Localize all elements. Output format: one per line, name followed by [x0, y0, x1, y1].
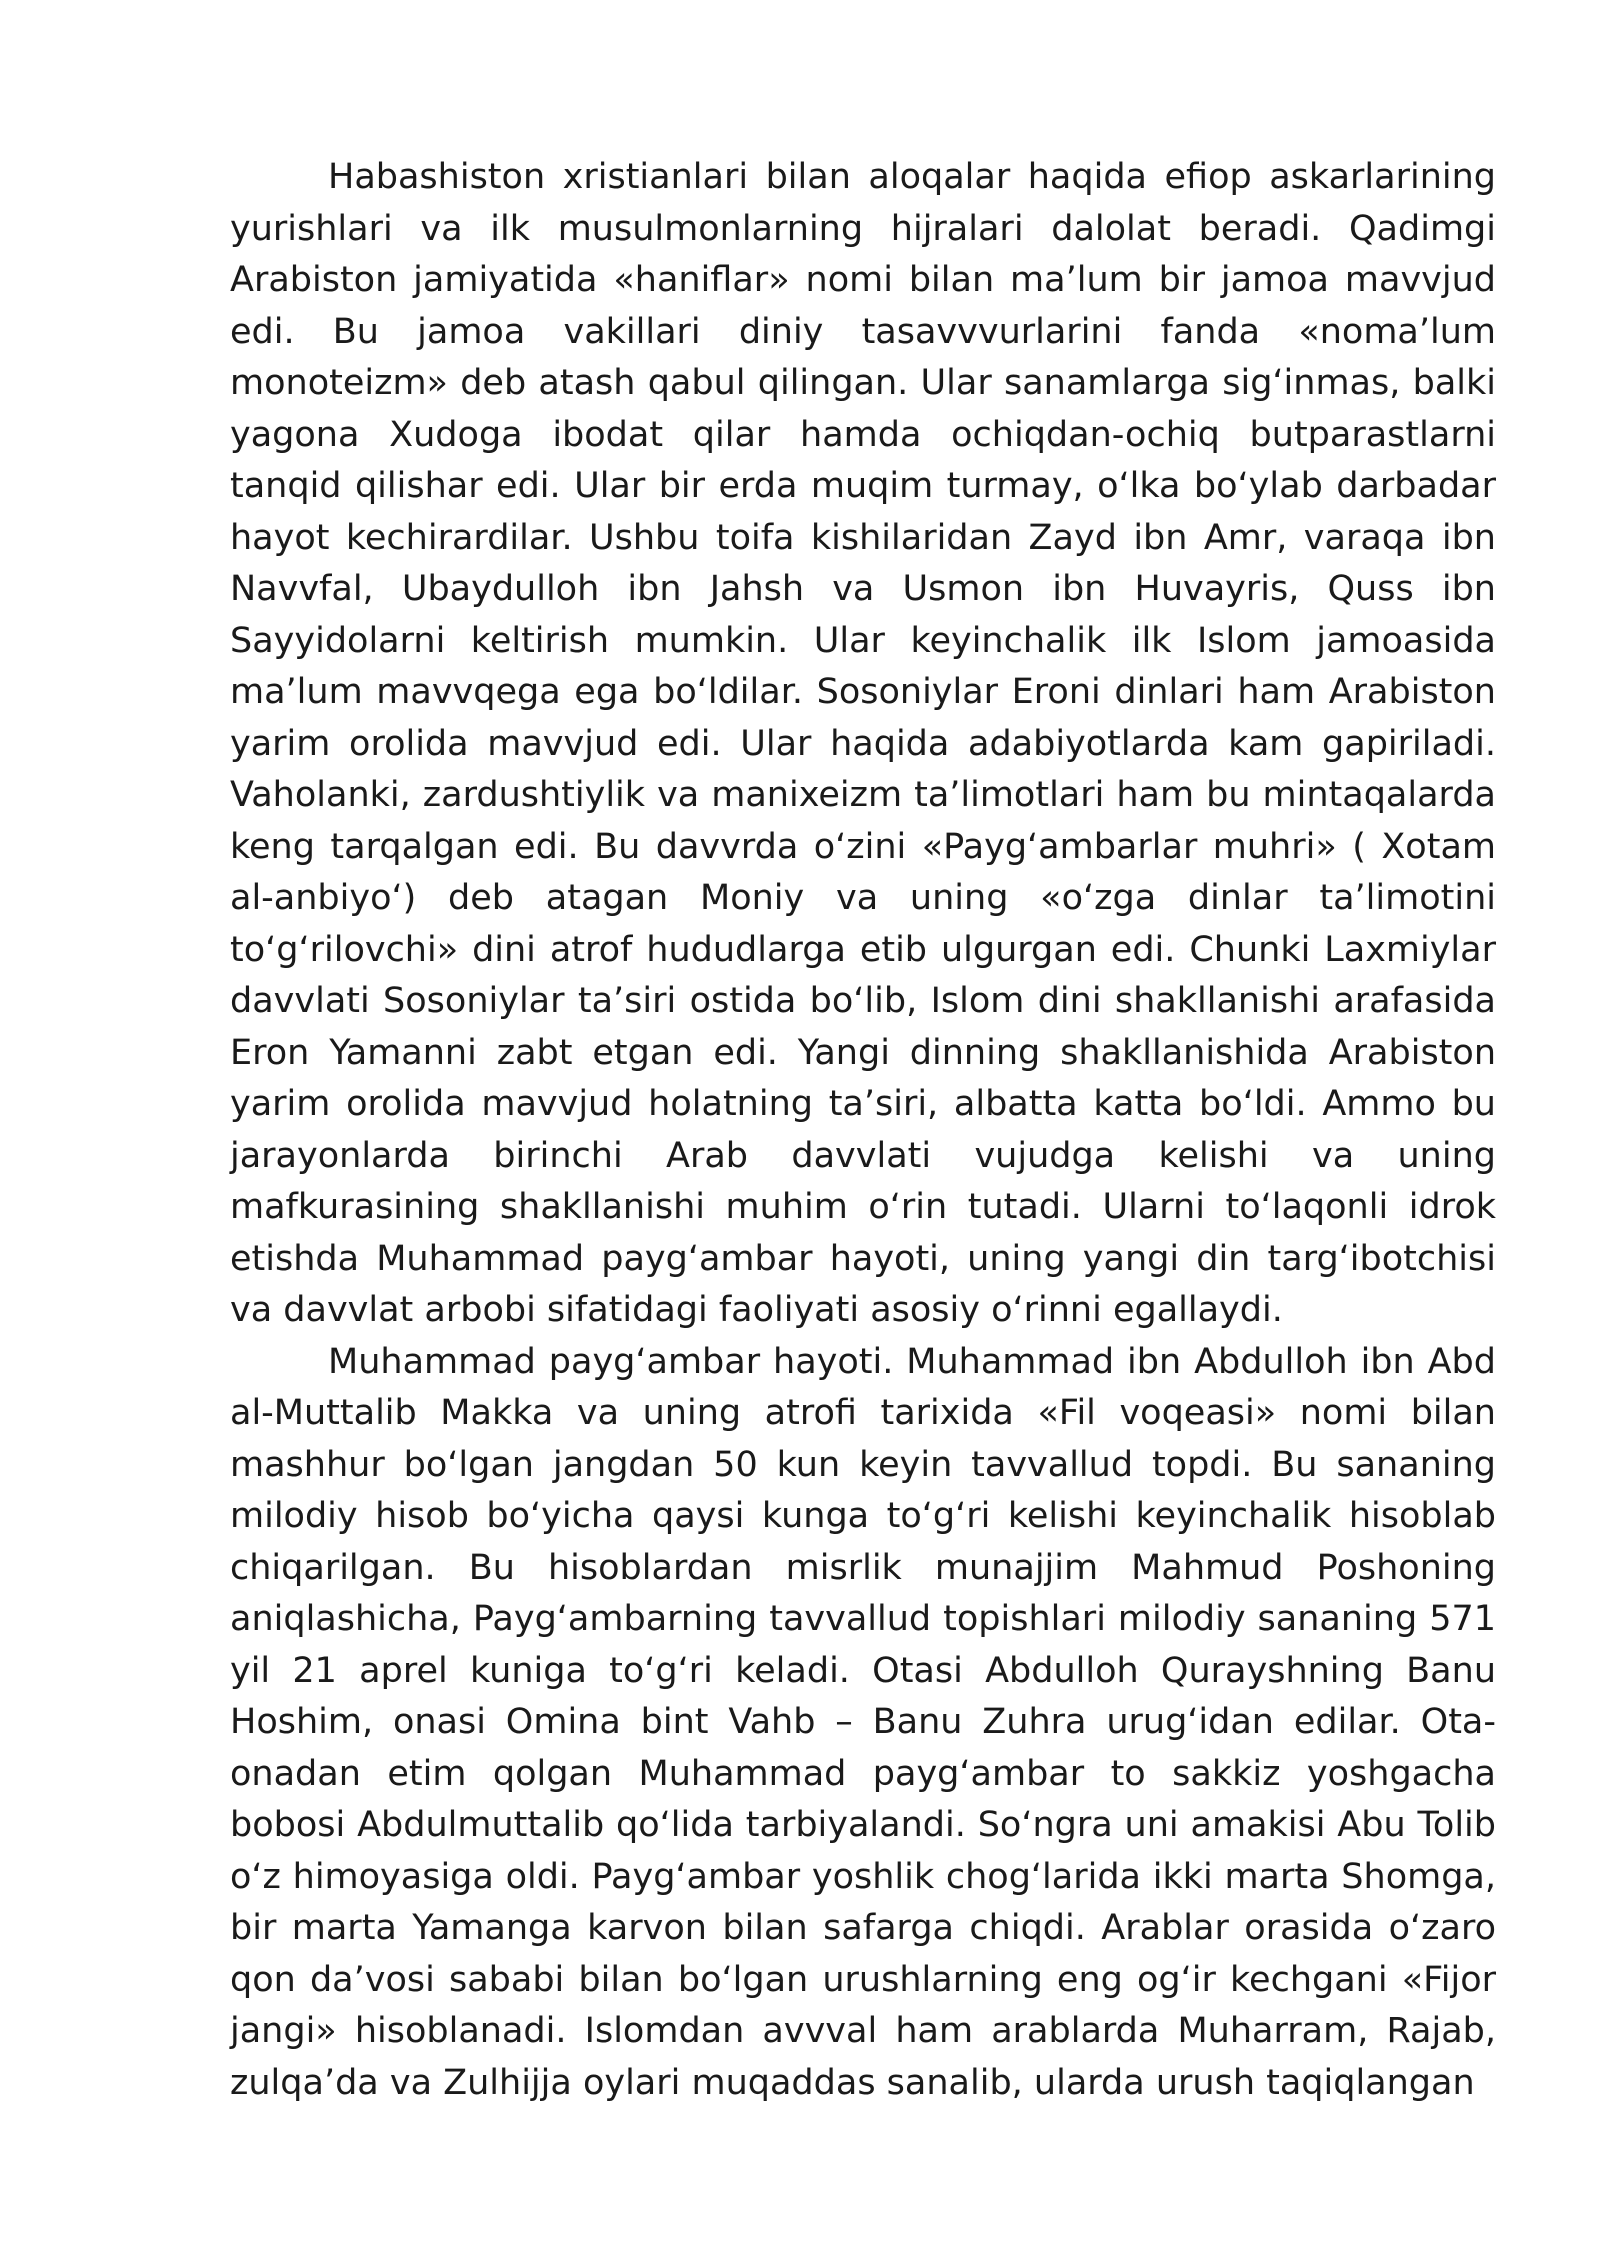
- paragraph-muhammad-payg-ambar-hayoti: Muhammad payg‘ambar hayoti. Muhammad ibn Abdulloh ibn Abd al-Muttalib Makka va uning atrofi tarixida «Fil voqeasi» nomi bilan mashhur bo‘lgan jangdan 50 kun keyin tavvallud topdi. Bu sananing milodiy hisob bo‘yicha qaysi kunga to‘g‘ri kelishi keyinchalik hisoblab chiqarilgan. Bu hisoblardan misrlik munajjim Mahmud Poshoning aniqlashicha, Payg‘ambarning tavvallud topishlari milodiy sananing 571 yil 21 aprel kuniga to‘g‘ri keladi. Otasi Abdulloh Qurayshning Banu Hoshim, onasi Omina bint Vahb – Banu Zuhra urug‘idan edilar. Ota-onadan etim qolgan Muhammad payg‘ambar to sakkiz yoshgacha bobosi Abdulmuttalib qo‘lida tarbiyalandi. So‘ngra uni amakisi Abu Tolib o‘z himoyasiga oldi. Payg‘ambar yoshlik chog‘larida ikki marta Shomga, bir marta Yamanga karvon bilan safarga chiqdi. Arablar orasida o‘zaro qon da’vosi sababi bilan bo‘lgan urushlarning eng og‘ir kechgani «Fijor jangi» hisoblanadi. Islomdan avvval ham arablarda Muharram, Rajab, zulqa’da va Zulhijja oylari muqaddas sanalib, ularda urush taqiqlangan: [230, 1341, 1496, 2103]
- document-page: [230, 152, 1496, 2109]
- paragraph-habashiston: Habashiston xristianlari bilan aloqalar haqida efiop askarlarining yurishlari va ilk musulmonlarning hijralari dalolat beradi. Qadimgi Arabiston jamiyatida «haniflar» nomi bilan ma’lum bir jamoa mavvjud edi. Bu jamoa vakillari diniy tasavvvurlarini fanda «noma’lum monoteizm» deb atash qabul qilingan. Ular sanamlarga sig‘inmas, balki yagona Xudoga ibodat qilar hamda ochiqdan-ochiq butparastlarni tanqid qilishar edi. Ular bir erda muqim turmay, o‘lka bo‘ylab darbadar hayot kechirardilar. Ushbu toifa kishilaridan Zayd ibn Amr, varaqa ibn Navvfal, Ubaydulloh ibn Jahsh va Usmon ibn Huvayris, Quss ibn Sayyidolarni keltirish mumkin. Ular keyinchalik ilk Islom jamoasida ma’lum mavvqega ega bo‘ldilar. Sosoniylar Eroni dinlari ham Arabiston yarim orolida mavvjud edi. Ular haqida adabiyotlarda kam gapiriladi. Vaholanki, zardushtiylik va manixeizm ta’limotlari ham bu mintaqalarda keng tarqalgan edi. Bu davvrda o‘zini «Payg‘ambarlar muhri» ( Xotam al-anbiyo‘) deb atagan Moniy va uning «o‘zga dinlar ta’limotini to‘g‘rilovchi» dini atrof hududlarga etib ulgurgan edi. Chunki Laxmiylar davvlati Sosoniylar ta’siri ostida bo‘lib, Islom dini shakllanishi arafasida Eron Yamanni zabt etgan edi. Yangi dinning shakllanishida Arabiston yarim orolida mavvjud holatning ta’siri, albatta katta bo‘ldi. Ammo bu jarayonlarda birinchi Arab davvlati vujudga kelishi va uning mafkurasining shakllanishi muhim o‘rin tutadi. Ularni to‘laqonli idrok etishda Muhammad payg‘ambar hayoti, uning yangi din targ‘ibotchisi va davvlat arbobi sifatidagi faoliyati asosiy o‘rinni egallaydi.: [230, 157, 1496, 1330]
